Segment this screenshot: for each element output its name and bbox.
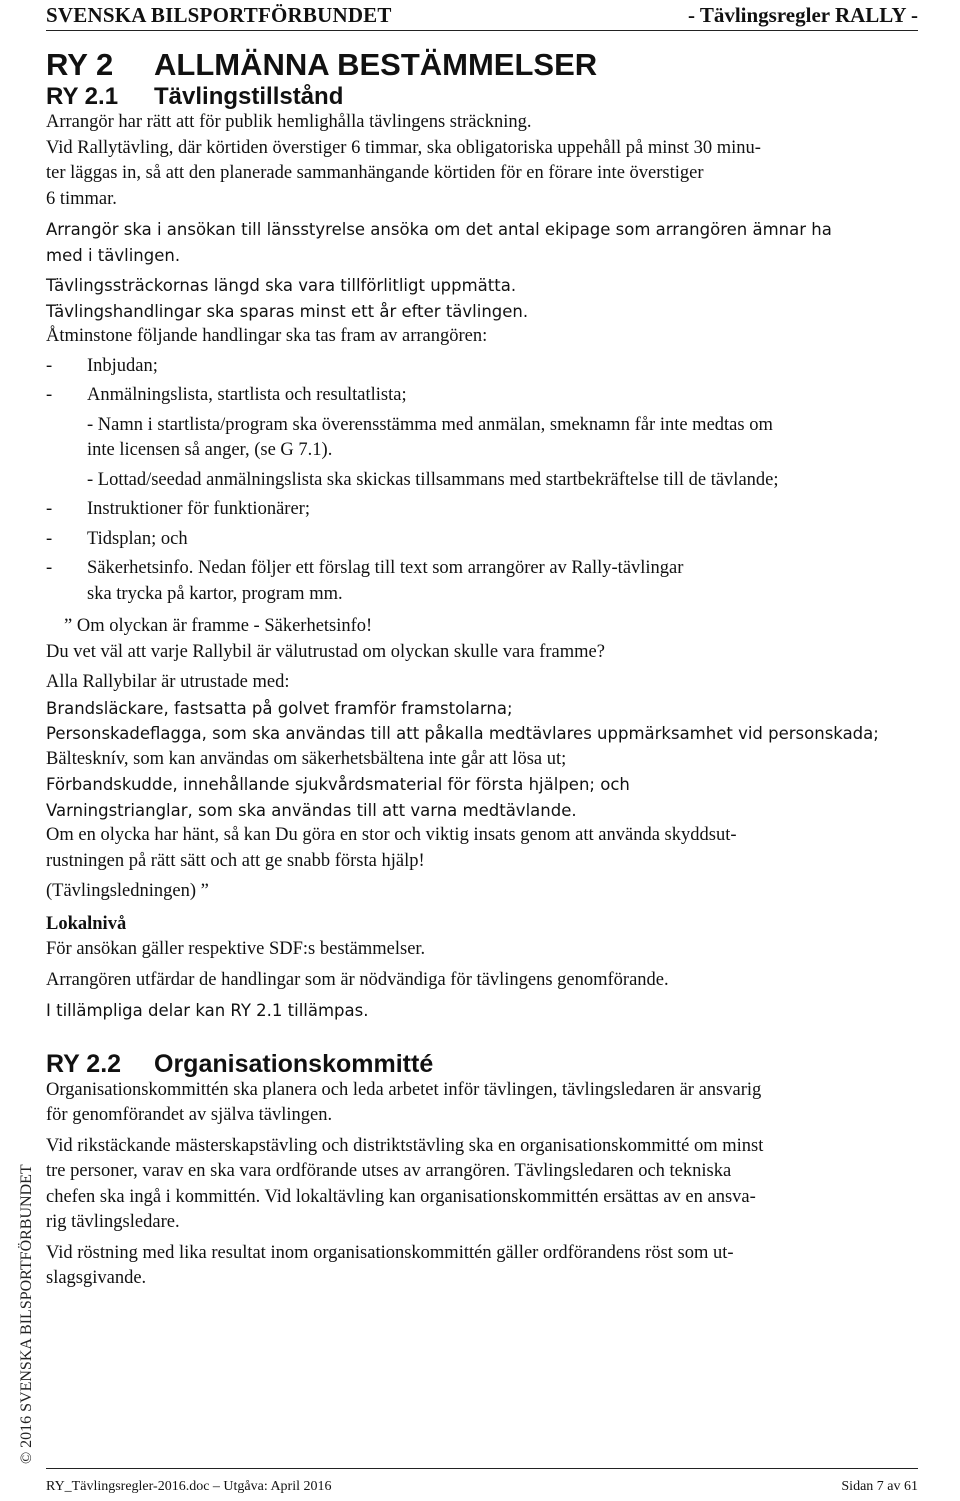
paragraph-line: chefen ska ingå i kommittén. Vid lokaltävling kan organisationskommittén ersättas av en ansva- (46, 1186, 756, 1207)
quote-line: Brandsläckare, fastsatta på golvet framför framstolarna; (46, 698, 513, 718)
quote-line: rustningen på rätt sätt och att ge snabb första hjälp! (46, 850, 425, 871)
paragraph: I tillämpliga delar kan RY 2.1 tillämpas. (46, 1001, 369, 1020)
list-item (46, 527, 918, 553)
side-copyright: © 2016 SVENSKA BILSPORTFÖRBUNDET (18, 1164, 35, 1464)
paragraph: För ansökan gäller respektive SDF:s bestämmelser. (46, 939, 426, 959)
paragraph-line: rig tävlingsledare. (46, 1212, 180, 1232)
list-item (46, 383, 918, 409)
sub-list-item (46, 413, 918, 464)
page-footer (46, 1468, 918, 1499)
paragraph: Tävlingshandlingar ska sparas minst ett år efter tävlingen. (46, 301, 529, 321)
section-number: RY 2 (46, 47, 114, 82)
list-dash: - (46, 499, 53, 519)
list-item (46, 556, 918, 607)
sub-list-line: - Lottad/seedad anmälningslista ska skickas tillsammans med startbekräftelse till de tävlande; (87, 469, 779, 490)
quote-line: Varningstrianglar, som ska användas till att varna medtävlande. (46, 800, 577, 820)
quote-line: Bältesknív, som kan användas om säkerhetsbältena inte går att lösa ut; (46, 748, 567, 769)
list-dash: - (46, 355, 53, 376)
list-dash: - (46, 528, 53, 549)
quote-line: Alla Rallybilar är utrustade med: (46, 672, 290, 692)
paragraph-line: Organisationskommittén ska planera och leda arbetet inför tävlingen, tävlingsledaren är ansvarig (46, 1079, 762, 1100)
paragraph: Arrangör har rätt att för publik hemlighålla tävlingens sträckning. (46, 112, 532, 132)
list-item-line: ska trycka på kartor, program mm. (87, 583, 343, 604)
quote-line: Om en olycka har hänt, så kan Du göra en stor och viktig insats genom att använda skyddsut- (46, 825, 737, 845)
header-org: SVENSKA BILSPORTFÖRBUNDET (46, 3, 392, 27)
paragraph: Åtminstone följande handlingar ska tas fram av arrangören: (46, 326, 488, 346)
paragraph: Tävlingssträckornas längd ska vara tillförlitligt uppmätta. (46, 276, 517, 295)
paragraph-line: Vid röstning med lika resultat inom organisationskommittén gäller ordförandens röst som ut- (46, 1242, 734, 1263)
list-dash: - (46, 558, 53, 578)
list-item-text: Instruktioner för funktionärer; (87, 499, 310, 519)
subsection-title: Tävlingstillstånd (154, 83, 344, 110)
paragraph-line: Vid rikstäckande mästerskapstävling och distriktstävling ska en organisationskommitté om minst (46, 1135, 764, 1156)
list-dash: - (46, 385, 53, 405)
paragraph: Arrangören utfärdar de handlingar som är nödvändiga för tävlingens genomförande. (46, 969, 669, 990)
list-item (46, 354, 918, 380)
list-item-text: Inbjudan; (87, 355, 158, 376)
paragraph-line: med i tävlingen. (46, 245, 181, 265)
subsection-heading-2-2 (46, 1050, 918, 1078)
sub-list-item (46, 468, 918, 494)
quote-line: Förbandskudde, innehållande sjukvårdsmaterial för första hjälpen; och (46, 775, 630, 794)
quote-line: Du vet väl att varje Rallybil är välutrustad om olyckan skulle vara framme? (46, 641, 605, 662)
footer-page-number: Sidan 7 av 61 (841, 1479, 918, 1494)
paragraph-line: för genomförandet av själva tävlingen. (46, 1105, 333, 1125)
list-item-text (87, 556, 683, 607)
footer-filename: RY_Tävlingsregler-2016.doc – Utgåva: April 2016 (46, 1479, 332, 1494)
local-heading: Lokalnivå (46, 913, 127, 934)
sub-list-line: inte licensen så anger, (se G 7.1). (87, 440, 333, 460)
list-item-text: Anmälningslista, startlista och resultatlista; (87, 385, 407, 405)
paragraph-line: Vid Rallytävling, där körtiden överstiger 6 timmar, ska obligatoriska uppehåll på minst 30 minu- (46, 137, 761, 158)
header-doc-title: - Tävlingsregler RALLY - (687, 3, 918, 27)
page-content (46, 46, 918, 1292)
list-item-text: Tidsplan; och (87, 528, 188, 549)
quote-signature: (Tävlingsledningen) ” (46, 881, 209, 901)
subsection-number: RY 2.2 (46, 1049, 122, 1078)
paragraph-line: tre personer, varav en ska vara ordförande utses av arrangören. Tävlingsledaren och tekniska (46, 1161, 732, 1181)
quote-heading: ” Om olyckan är framme - Säkerhetsinfo! (64, 616, 373, 636)
paragraph-line: slagsgivande. (46, 1268, 147, 1288)
paragraph-line: 6 timmar. (46, 188, 117, 209)
paragraph-line: Arrangör ska i ansökan till länsstyrelse ansöka om det antal ekipage som arrangören ämnar ha (46, 220, 832, 239)
list-item-line: Säkerhetsinfo. Nedan följer ett förslag till text som arrangörer av Rally-tävlingar (87, 558, 684, 578)
sub-list-line: - Namn i startlista/program ska överensstämma med anmälan, smeknamn får inte medtas om (87, 414, 773, 435)
subsection-heading-2-1 (46, 84, 918, 110)
section-heading (46, 46, 918, 84)
section-title: ALLMÄNNA BESTÄMMELSER (154, 47, 598, 82)
list-item (46, 497, 918, 523)
subsection-number: RY 2.1 (46, 83, 119, 110)
paragraph-line: ter läggas in, så att den planerade sammanhängande körtiden för en förare inte överstiger (46, 163, 704, 183)
page-header (46, 0, 918, 31)
quote-line: Personskadeflagga, som ska användas till att påkalla medtävlares uppmärksamhet vid personskada; (46, 724, 879, 743)
subsection-title: Organisationskommitté (154, 1049, 434, 1078)
